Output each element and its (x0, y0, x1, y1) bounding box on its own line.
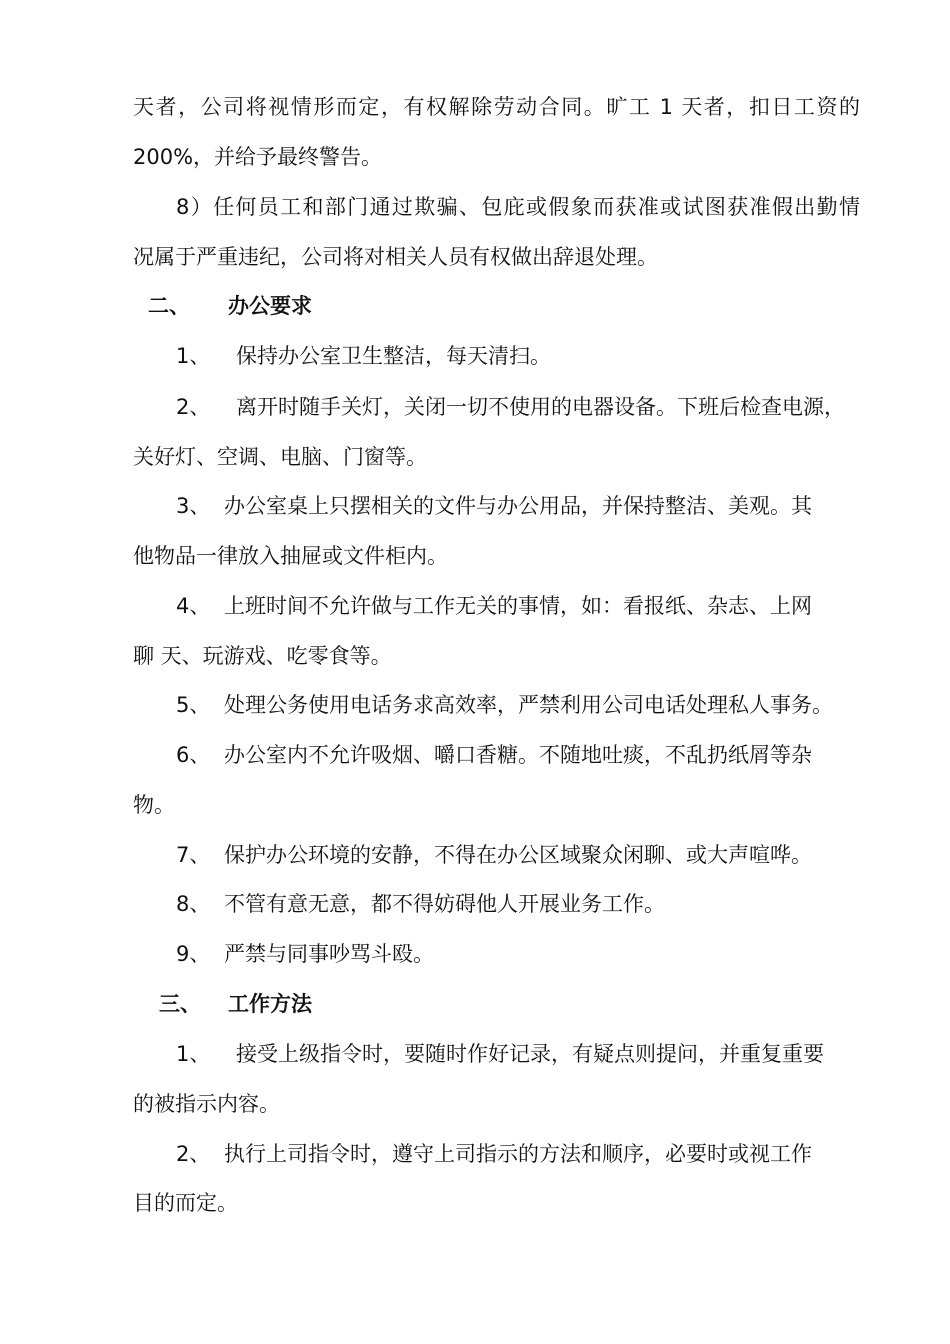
paragraph-line: 200%，并给予最终警告。 (133, 145, 383, 169)
list-item-continuation: 物。 (133, 793, 175, 817)
section-number: 二、 (148, 294, 190, 318)
list-item: 7、 保护办公环境的安静，不得在办公区域聚众闲聊、或大声喧哗。 (176, 843, 812, 867)
list-item-continuation: 目的而定。 (133, 1191, 238, 1215)
list-item-continuation: 关好灯、空调、电脑、门窗等。 (133, 445, 427, 469)
list-item-continuation: 聊 天、玩游戏、吃零食等。 (133, 644, 392, 668)
list-item: 2、 离开时随手关灯，关闭一切不使用的电器设备。下班后检查电源， (176, 395, 845, 419)
list-item: 5、 处理公务使用电话务求高效率，严禁利用公司电话处理私人事务。 (176, 693, 833, 717)
list-item: 6、 办公室内不允许吸烟、嚼口香糖。不随地吐痰，不乱扔纸屑等杂 (176, 743, 812, 767)
list-item-continuation: 的被指示内容。 (133, 1092, 280, 1116)
list-item: 1、 保持办公室卫生整洁，每天清扫。 (176, 344, 551, 368)
list-item-continuation: 他物品一律放入抽屉或文件柜内。 (133, 544, 448, 568)
paragraph-line: 天者，公司将视情形而定，有权解除劳动合同。旷工 1 天者，扣日工资的 (133, 95, 860, 119)
list-item: 3、 办公室桌上只摆相关的文件与办公用品，并保持整洁、美观。其 (176, 494, 812, 518)
section-number: 三、 (159, 992, 201, 1016)
list-item: 4、 上班时间不允许做与工作无关的事情，如：看报纸、杂志、上网 (176, 594, 812, 618)
paragraph-line: 况属于严重违纪，公司将对相关人员有权做出辞退处理。 (133, 245, 658, 269)
section-title: 工作方法 (228, 992, 312, 1016)
section-heading (159, 989, 312, 1019)
list-item: 8、 不管有意无意，都不得妨碍他人开展业务工作。 (176, 892, 665, 916)
list-item: 9、 严禁与同事吵骂斗殴。 (176, 942, 434, 966)
section-heading (148, 291, 312, 321)
section-title: 办公要求 (228, 294, 312, 318)
list-item: 2、 执行上司指令时，遵守上司指示的方法和顺序，必要时或视工作 (176, 1142, 812, 1166)
rule-8-line: 8）任何员工和部门通过欺骗、包庇或假象而获准或试图获准假出勤情 (176, 195, 860, 219)
list-item: 1、 接受上级指令时，要随时作好记录，有疑点则提问，并重复重要 (176, 1042, 824, 1066)
